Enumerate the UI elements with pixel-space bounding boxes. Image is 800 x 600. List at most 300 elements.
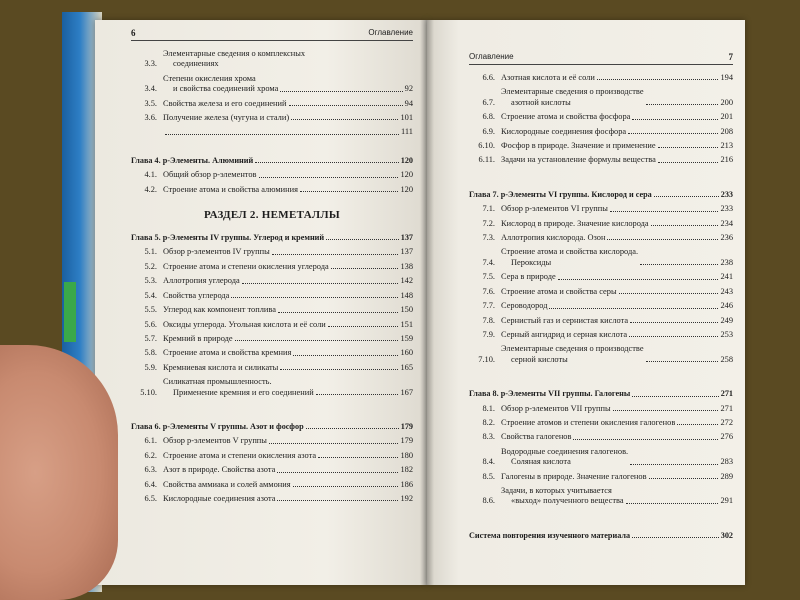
- toc-dot-leader: [619, 293, 719, 294]
- toc-entry-body: [131, 422, 413, 432]
- toc-dot-leader: [628, 133, 718, 134]
- toc-page-number: 151: [400, 319, 413, 329]
- toc-entry: [469, 141, 733, 151]
- toc-entry-title: [501, 486, 624, 507]
- toc-entry-title-line: Глава 4. p-Элементы. Алюминий: [131, 155, 254, 165]
- toc-entry-number: 6.5.: [144, 493, 157, 503]
- toc-chapter-heading: [131, 233, 413, 243]
- toc-dot-leader: [255, 162, 399, 163]
- toc-entry-title: [501, 344, 644, 365]
- toc-entry-body: [163, 480, 413, 490]
- toc-entry-title: [163, 363, 278, 373]
- toc-entry: [469, 447, 733, 468]
- toc-group-chapter6-continued: [469, 73, 733, 166]
- toc-entry-number: 5.1.: [144, 247, 157, 257]
- toc-page-number: 137: [400, 247, 413, 257]
- toc-entry: [469, 272, 733, 282]
- toc-entry-title: [501, 272, 556, 282]
- toc-entry-number: 7.4.: [482, 257, 495, 267]
- toc-entry-body: [501, 404, 733, 414]
- toc-entry-number: 5.10.: [140, 387, 157, 397]
- toc-entry-title-line: Фосфор в природе. Значение и применение: [501, 141, 656, 151]
- toc-entry-number: 6.4.: [144, 479, 157, 489]
- toc-entry-title: [163, 480, 291, 490]
- toc-entry-body: [163, 127, 413, 137]
- toc-entry-title-line: Силикатная промышленность.: [163, 377, 272, 387]
- toc-dot-leader: [300, 191, 398, 192]
- toc-page-number: 167: [400, 387, 413, 397]
- toc-page-number: 120: [400, 155, 413, 165]
- toc-entry: [131, 49, 413, 70]
- toc-entry-title: [501, 204, 608, 214]
- toc-group-chapter4: [131, 156, 413, 195]
- toc-entry-body: [163, 262, 413, 272]
- toc-page-number: 283: [720, 457, 733, 467]
- toc-entry-title-line: Элементарные сведения о комплексных: [163, 49, 306, 58]
- toc-page-number: 291: [720, 496, 733, 506]
- toc-dot-leader: [331, 268, 399, 269]
- section-title: РАЗДЕЛ 2. НЕМЕТАЛЛЫ: [203, 209, 341, 222]
- toc-entry-body: [163, 170, 413, 180]
- toc-entry-title-line: Строение атомов и степени окисления галогенов: [501, 417, 676, 427]
- toc-entry-title-line: Система повторения изученного материала: [469, 530, 631, 540]
- toc-entry-title: [501, 233, 605, 243]
- toc-dot-leader: [280, 369, 398, 370]
- toc-entry-number: 7.7.: [482, 301, 495, 311]
- running-head-title: Оглавление: [368, 28, 413, 37]
- toc-entry: [131, 276, 413, 286]
- toc-entry-number: 5.5.: [144, 305, 157, 315]
- toc-entry: [469, 418, 733, 428]
- toc-page-number: 271: [720, 389, 733, 399]
- toc-entry-title-line: Водородные соединения галогенов.: [501, 446, 629, 456]
- toc-page-number: 233: [720, 204, 733, 214]
- toc-entry-title: [163, 377, 314, 398]
- toc-entry-body: [163, 291, 413, 301]
- toc-entry-title-line: Оксиды углерода. Угольная кислота и её соли: [163, 319, 326, 329]
- toc-page-number: 258: [720, 354, 733, 364]
- toc-page-number: 180: [400, 450, 413, 460]
- toc-entry: [469, 472, 733, 482]
- toc-entry-body: [163, 451, 413, 461]
- toc-entry-body: [163, 247, 413, 257]
- toc-entry-title-line: Получение железа (чугуна и стали): [163, 113, 290, 123]
- toc-dot-leader: [632, 537, 719, 538]
- toc-dot-leader: [630, 322, 718, 323]
- toc-entry-title-line: Углерод как компонент топлива: [163, 305, 276, 315]
- toc-page-number: 271: [720, 403, 733, 413]
- toc-entry-number: 6.1.: [144, 436, 157, 446]
- toc-entry-body: [163, 465, 413, 475]
- toc-entry: [469, 432, 733, 442]
- toc-entry-title: [501, 418, 675, 428]
- toc-page-number: 120: [400, 184, 413, 194]
- toc-dot-leader: [658, 162, 719, 163]
- toc-page-number: 101: [400, 113, 413, 123]
- toc-entry-body: [501, 447, 733, 468]
- toc-chapter-heading: [469, 531, 733, 541]
- toc-page-number: 160: [400, 348, 413, 358]
- toc-entry: [131, 320, 413, 330]
- toc-entry-number: 7.5.: [482, 272, 495, 282]
- toc-entry-title-line: серной кислоты: [511, 354, 568, 364]
- toc-dot-leader: [632, 119, 718, 120]
- toc-group-chapter7: [469, 190, 733, 365]
- toc-entry-title-line: Строение атома и степени окисления углерода: [163, 261, 329, 271]
- left-page: [95, 20, 427, 585]
- toc-page-number: 137: [400, 233, 413, 243]
- toc-entry: [469, 316, 733, 326]
- toc-entry: [131, 377, 413, 398]
- toc-dot-leader: [549, 308, 718, 309]
- toc-entry-number: 5.6.: [144, 319, 157, 329]
- toc-dot-leader: [277, 472, 398, 473]
- toc-entry-body: [163, 348, 413, 358]
- toc-entry-title-line: Пероксиды: [511, 257, 552, 267]
- toc-entry: [469, 287, 733, 297]
- toc-entry: [131, 494, 413, 504]
- toc-entry-title-line: Глава 8. p-Элементы VII группы. Галогены: [469, 389, 631, 399]
- cover-stripe: [64, 282, 76, 342]
- toc-chapter-heading: [469, 389, 733, 399]
- toc-page-number: 200: [720, 97, 733, 107]
- toc-dot-leader: [326, 239, 399, 240]
- toc-entry-number: 7.6.: [482, 286, 495, 296]
- toc-entry-title-line: Азотная кислота и её соли: [501, 73, 595, 82]
- toc-page-number: 238: [720, 257, 733, 267]
- hand-holding-book: [0, 345, 118, 600]
- toc-chapter-heading: [131, 422, 413, 432]
- toc-page-number: 92: [404, 84, 413, 94]
- book-gutter: [420, 20, 434, 585]
- toc-entry-title-line: Серный ангидрид и серная кислота: [501, 329, 628, 339]
- toc-entry-title: [163, 74, 278, 95]
- toc-entry: [469, 247, 733, 268]
- toc-entry-body: [163, 305, 413, 315]
- toc-chapter-heading: [469, 190, 733, 200]
- toc-entry-title-line: Обзор p-элементов VI группы: [501, 204, 608, 214]
- toc-dot-leader: [272, 254, 399, 255]
- toc-dot-leader: [629, 336, 718, 337]
- toc-entry-title: [163, 305, 276, 315]
- toc-page-number: 150: [400, 305, 413, 315]
- toc-entry-number: 7.3.: [482, 233, 495, 243]
- toc-entry-number: 3.3.: [144, 59, 157, 69]
- toc-entry: [131, 74, 413, 95]
- toc-dot-leader: [640, 264, 718, 265]
- toc-page-number: 302: [720, 530, 733, 540]
- toc-page-number: 179: [400, 421, 413, 431]
- toc-entry-title-line: Степени окисления хрома: [163, 73, 256, 83]
- toc-entry: [469, 73, 733, 83]
- toc-entry-title-line: Задачи на установление формулы вещества: [501, 155, 656, 165]
- toc-entry-title: [501, 112, 630, 122]
- toc-dot-leader: [318, 457, 398, 458]
- toc-entry-body: [163, 436, 413, 446]
- toc-entry-title-line: Глава 5. p-Элементы IV группы. Углерод и кремний: [131, 233, 325, 243]
- toc-entry-body: [501, 87, 733, 108]
- toc-dot-leader: [630, 464, 718, 465]
- toc-entry-body: [501, 112, 733, 122]
- toc-entry-body: [501, 233, 733, 243]
- toc-entry-title: [501, 447, 628, 468]
- toc-page-number: 120: [400, 170, 413, 180]
- toc-page-number: 179: [400, 436, 413, 446]
- toc-entry-title-line: Глава 6. p-Элементы V группы. Азот и фосфор: [131, 421, 304, 431]
- toc-entry-number: 7.8.: [482, 315, 495, 325]
- toc-dot-leader: [654, 196, 719, 197]
- toc-entry-title-line: Соляная кислота: [511, 457, 571, 467]
- toc-entry: [131, 291, 413, 301]
- toc-entry: [131, 348, 413, 358]
- toc-entry-number: 6.7.: [482, 97, 495, 107]
- toc-entry-title-line: Строение атома и свойства кислорода.: [501, 247, 639, 257]
- toc-entry-number: 8.2.: [482, 417, 495, 427]
- toc-entry-title-line: Общий обзор p-элементов: [163, 170, 257, 180]
- toc-entry-title-line: Сернистый газ и сернистая кислота: [501, 315, 629, 325]
- toc-page-number: 234: [720, 218, 733, 228]
- running-head-title: Оглавление: [469, 52, 514, 61]
- toc-entry-title: [163, 99, 287, 109]
- toc-entry-title: [469, 531, 630, 541]
- toc-page-number: 246: [720, 301, 733, 311]
- toc-entry-title: [163, 348, 291, 358]
- toc-entry-number: 6.9.: [482, 126, 495, 136]
- toc-entry-title: [501, 141, 656, 151]
- toc-entry-title: [163, 170, 257, 180]
- toc-page-number: 186: [400, 479, 413, 489]
- toc-entry-title-line: Галогены в природе. Значение галогенов: [501, 471, 647, 481]
- toc-dot-leader: [649, 478, 719, 479]
- toc-entry-title: [501, 287, 617, 297]
- toc-dot-leader: [242, 283, 399, 284]
- toc-dot-leader: [165, 134, 399, 135]
- toc-entry: [131, 185, 413, 195]
- toc-entry-title-line: Глава 7. p-Элементы VI группы. Кислород и сера: [469, 189, 652, 199]
- toc-entry-body: [469, 531, 733, 541]
- toc-page-number: 233: [720, 189, 733, 199]
- toc-entry-title: [469, 190, 652, 200]
- toc-entry-title: [501, 472, 647, 482]
- toc-entry: [131, 170, 413, 180]
- toc-entry-number: 7.1.: [482, 204, 495, 214]
- toc-entry-title-line: Применение кремния и его соединений: [173, 387, 314, 397]
- toc-entry-title: [163, 451, 316, 461]
- toc-entry-number: 8.5.: [482, 471, 495, 481]
- toc-entry-body: [501, 418, 733, 428]
- toc-dot-leader: [259, 177, 399, 178]
- toc-entry-number: 6.6.: [482, 73, 495, 82]
- toc-entry-title-line: Строение атома и свойства серы: [501, 286, 617, 296]
- toc-entry-title-line: Сероводород: [501, 301, 548, 311]
- toc-entry-title-line: Элементарные сведения о производстве: [501, 87, 644, 97]
- toc-entry-title: [131, 233, 324, 243]
- toc-entry: [469, 87, 733, 108]
- toc-dot-leader: [677, 424, 718, 425]
- toc-entry-title-line: Строение атома и свойства фосфора: [501, 112, 631, 122]
- toc-entry: [131, 480, 413, 490]
- toc-entry-title-line: «выход» полученного вещества: [511, 496, 624, 506]
- toc-entry-body: [501, 127, 733, 137]
- toc-entry-body: [163, 74, 413, 95]
- toc-entry-body: [163, 494, 413, 504]
- toc-page-number: 272: [720, 417, 733, 427]
- toc-entry-title: [163, 494, 275, 504]
- toc-group-chapter3: [131, 49, 413, 138]
- toc-entry-title-line: Аллотропия кислорода. Озон: [501, 233, 606, 243]
- toc-dot-leader: [597, 79, 719, 80]
- toc-dot-leader: [316, 394, 399, 395]
- toc-entry-body: [501, 155, 733, 165]
- toc-page-number: 194: [720, 73, 733, 82]
- toc-page-number: 213: [720, 141, 733, 151]
- toc-entry-number: 8.6.: [482, 496, 495, 506]
- toc-entry-title: [163, 276, 240, 286]
- toc-dot-leader: [306, 428, 399, 429]
- toc-page-number: 289: [720, 471, 733, 481]
- toc-entry-title-line: Обзор p-элементов IV группы: [163, 247, 270, 257]
- toc-page-number: 276: [720, 432, 733, 442]
- toc-page-number: 236: [720, 233, 733, 243]
- toc-group-system: [469, 531, 733, 541]
- toc-dot-leader: [293, 486, 399, 487]
- toc-entry-body: [501, 316, 733, 326]
- toc-entry-title-line: Строение атома и степени окисления азота: [163, 450, 317, 460]
- toc-entry-number: 6.11.: [478, 155, 495, 165]
- toc-entry-body: [501, 486, 733, 507]
- toc-entry-title: [163, 185, 298, 195]
- toc-dot-leader: [235, 340, 399, 341]
- toc-page-number: 241: [720, 272, 733, 282]
- toc-entry-number: 5.3.: [144, 276, 157, 286]
- toc-entry-title: [501, 247, 638, 268]
- toc-dot-leader: [658, 147, 719, 148]
- toc-entry-title-line: Свойства железа и его соединений: [163, 98, 287, 108]
- toc-entry-title-line: азотной кислоты: [511, 97, 571, 107]
- toc-entry-number: 5.9.: [144, 362, 157, 372]
- toc-entry-title: [163, 334, 233, 344]
- toc-entry-title-line: Задачи, в которых учитывается: [501, 485, 612, 495]
- toc-entry-number: 8.3.: [482, 432, 495, 442]
- toc-entry-title: [501, 87, 644, 108]
- toc-page-number: 192: [400, 493, 413, 503]
- toc-entry-body: [501, 141, 733, 151]
- toc-entry-title-line: и свойства соединений хрома: [173, 84, 279, 94]
- toc-entry: [469, 112, 733, 122]
- toc-entry: [131, 305, 413, 315]
- toc-dot-leader: [278, 312, 399, 313]
- toc-entry-body: [501, 287, 733, 297]
- toc-entry-title-line: Аллотропия углерода: [163, 276, 240, 286]
- toc-entry-body: [163, 377, 413, 398]
- toc-page-number: 253: [720, 329, 733, 339]
- toc-group-chapter8: [469, 389, 733, 507]
- toc-entry-number: 6.2.: [144, 450, 157, 460]
- toc-entry-body: [501, 344, 733, 365]
- toc-entry-title-line: Азот в природе. Свойства азота: [163, 465, 276, 475]
- toc-dot-leader: [231, 297, 398, 298]
- toc-dot-leader: [277, 500, 398, 501]
- toc-entry-body: [501, 301, 733, 311]
- toc-entry-number: 7.9.: [482, 329, 495, 339]
- toc-dot-leader: [646, 361, 719, 362]
- toc-entry-title: [501, 219, 649, 229]
- toc-entry: [469, 404, 733, 414]
- toc-page-number: 148: [400, 290, 413, 300]
- page-number: 7: [728, 52, 733, 62]
- toc-entry-title-line: Строение атома и свойства кремния: [163, 348, 292, 358]
- toc-dot-leader: [293, 355, 398, 356]
- toc-entry: [131, 247, 413, 257]
- toc-dot-leader: [269, 443, 399, 444]
- toc-entry-title-line: Кислородные соединения фосфора: [501, 126, 627, 136]
- toc-entry: [131, 363, 413, 373]
- toc-entry-number: 3.4.: [144, 84, 157, 94]
- toc-entry-title-line: соединениях: [173, 59, 219, 69]
- toc-entry-body: [501, 432, 733, 442]
- toc-entry-body: [469, 190, 733, 200]
- toc-entry-title: [163, 247, 270, 257]
- toc-entry: [131, 451, 413, 461]
- toc-entry: [469, 301, 733, 311]
- toc-chapter-heading: [131, 156, 413, 166]
- toc-entry-number: 6.3.: [144, 465, 157, 475]
- toc-page-number: 111: [401, 127, 413, 137]
- toc-entry-body: [501, 330, 733, 340]
- toc-entry-title: [501, 316, 628, 326]
- toc-entry-body: [501, 247, 733, 268]
- toc-entry-number: 3.5.: [144, 98, 157, 108]
- toc-entry-number: 4.2.: [144, 184, 157, 194]
- toc-page-number: 142: [400, 276, 413, 286]
- toc-group-chapter5: [131, 233, 413, 398]
- toc-entry-title: [163, 436, 267, 446]
- toc-dot-leader: [280, 91, 402, 92]
- toc-entry-body: [501, 219, 733, 229]
- right-running-head: [469, 52, 733, 65]
- toc-dot-leader: [646, 104, 719, 105]
- toc-entry-title: [501, 155, 656, 165]
- toc-page-number: 182: [400, 465, 413, 475]
- toc-entry: [469, 127, 733, 137]
- toc-entry-title: [501, 432, 571, 442]
- toc-entry-title-line: Кремний в природе: [163, 333, 233, 343]
- toc-entry-title-line: Обзор p-элементов VII группы: [501, 403, 611, 413]
- toc-entry: [469, 330, 733, 340]
- toc-entry: [469, 204, 733, 214]
- toc-page-number: 159: [400, 333, 413, 343]
- toc-entry-title: [163, 320, 326, 330]
- toc-entry: [469, 155, 733, 165]
- toc-entry: [131, 436, 413, 446]
- toc-entry-number: 5.7.: [144, 333, 157, 343]
- toc-dot-leader: [558, 279, 719, 280]
- toc-entry-number: 5.2.: [144, 261, 157, 271]
- toc-entry-title: [501, 330, 627, 340]
- toc-entry-title-line: Кремниевая кислота и силикаты: [163, 362, 279, 372]
- toc-entry: [469, 486, 733, 507]
- toc-page-number: 138: [400, 261, 413, 271]
- toc-entry: [131, 465, 413, 475]
- toc-entry-title-line: Кислородные соединения азота: [163, 493, 276, 503]
- toc-entry-title-line: Сера в природе: [501, 272, 556, 282]
- toc-entry-body: [163, 334, 413, 344]
- toc-dot-leader: [626, 503, 719, 504]
- toc-entry-number: 7.2.: [482, 218, 495, 228]
- toc-entry-body: [163, 185, 413, 195]
- toc-entry-body: [501, 472, 733, 482]
- toc-entry-title: [163, 113, 289, 123]
